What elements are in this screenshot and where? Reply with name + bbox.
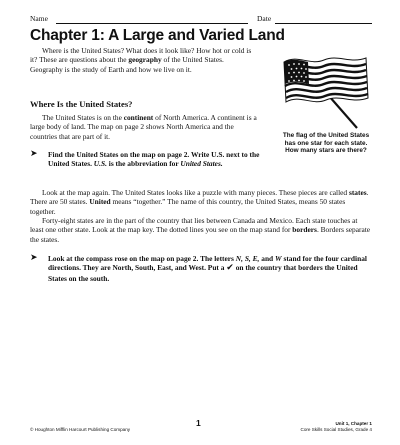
intro-text-1: Where is the United States? What does it look like? How hot or cold is it? These are questions about the xyxy=(30,46,252,65)
instruction-1 xyxy=(30,150,260,169)
term-continent: continent xyxy=(123,113,154,122)
checkmark-icon: ✔ xyxy=(226,263,234,274)
page-title: Chapter 1: A Large and Varied Land xyxy=(30,27,285,44)
term-states: states xyxy=(348,188,367,197)
us-flag-illustration xyxy=(278,52,374,130)
section-paragraph xyxy=(30,113,262,141)
instruction-1-text: Find the United States on the map on page 2. Write U.S. next to the United States. U.S. is the abbreviation for United States. xyxy=(48,150,260,169)
intro-text-2: of the United States. Geography is the study of Earth and how we live on it. xyxy=(30,55,224,74)
arrow-bullet-icon: ➤ xyxy=(30,253,38,263)
term-geography: geography xyxy=(128,55,162,65)
footer-copyright: © Houghton Mifflin Harcourt Publishing Company xyxy=(30,427,131,432)
term-borders: borders xyxy=(292,225,317,235)
instruction-2 xyxy=(30,254,374,283)
name-date-row xyxy=(30,14,372,26)
footer-book: Core Skills Social Studies, Grade 4 xyxy=(300,427,372,432)
instruction-2-text: Look at the compass rose on the map on page 2. The letters N, S, E, and W stand for the four cardinal directions. They are North, South, East, and West. Put a ✔ on the country that borders the United States on the south. xyxy=(48,254,367,283)
intro-paragraph xyxy=(30,46,258,74)
states-paragraph: Look at the map again. The United States looks like a puzzle with many pieces. These pieces are called states. There are 50 states. United means “together.” The name of this country, the United States, means 50 states together. xyxy=(30,188,369,216)
name-field-line[interactable] xyxy=(56,23,248,24)
section-heading: Where Is the United States? xyxy=(30,99,133,109)
section-text-2: of North America. A continent is a large body of land. The map on page 2 shows North America and the countries that are part of it. xyxy=(30,113,257,141)
section-text-1: The United States is on the xyxy=(42,113,124,122)
footer-unit: Unit 1, Chapter 1 xyxy=(335,421,372,426)
arrow-bullet-icon: ➤ xyxy=(30,149,38,159)
footer-unit-info xyxy=(301,421,373,433)
date-label: Date xyxy=(257,14,272,23)
borders-paragraph: Forty-eight states are in the part of the country that lies between Canada and Mexico. Each state touches at least one other state. Look at the map key. The dotted lines you see on the map stand for borders. Borders separate the states. xyxy=(30,216,371,244)
date-field-line[interactable] xyxy=(275,23,372,24)
page-number: 1 xyxy=(196,418,201,428)
term-united: United xyxy=(89,197,111,207)
flag-caption: The flag of the United States has one star for each state. How many stars are there? xyxy=(282,132,370,155)
name-label: Name xyxy=(30,14,48,23)
